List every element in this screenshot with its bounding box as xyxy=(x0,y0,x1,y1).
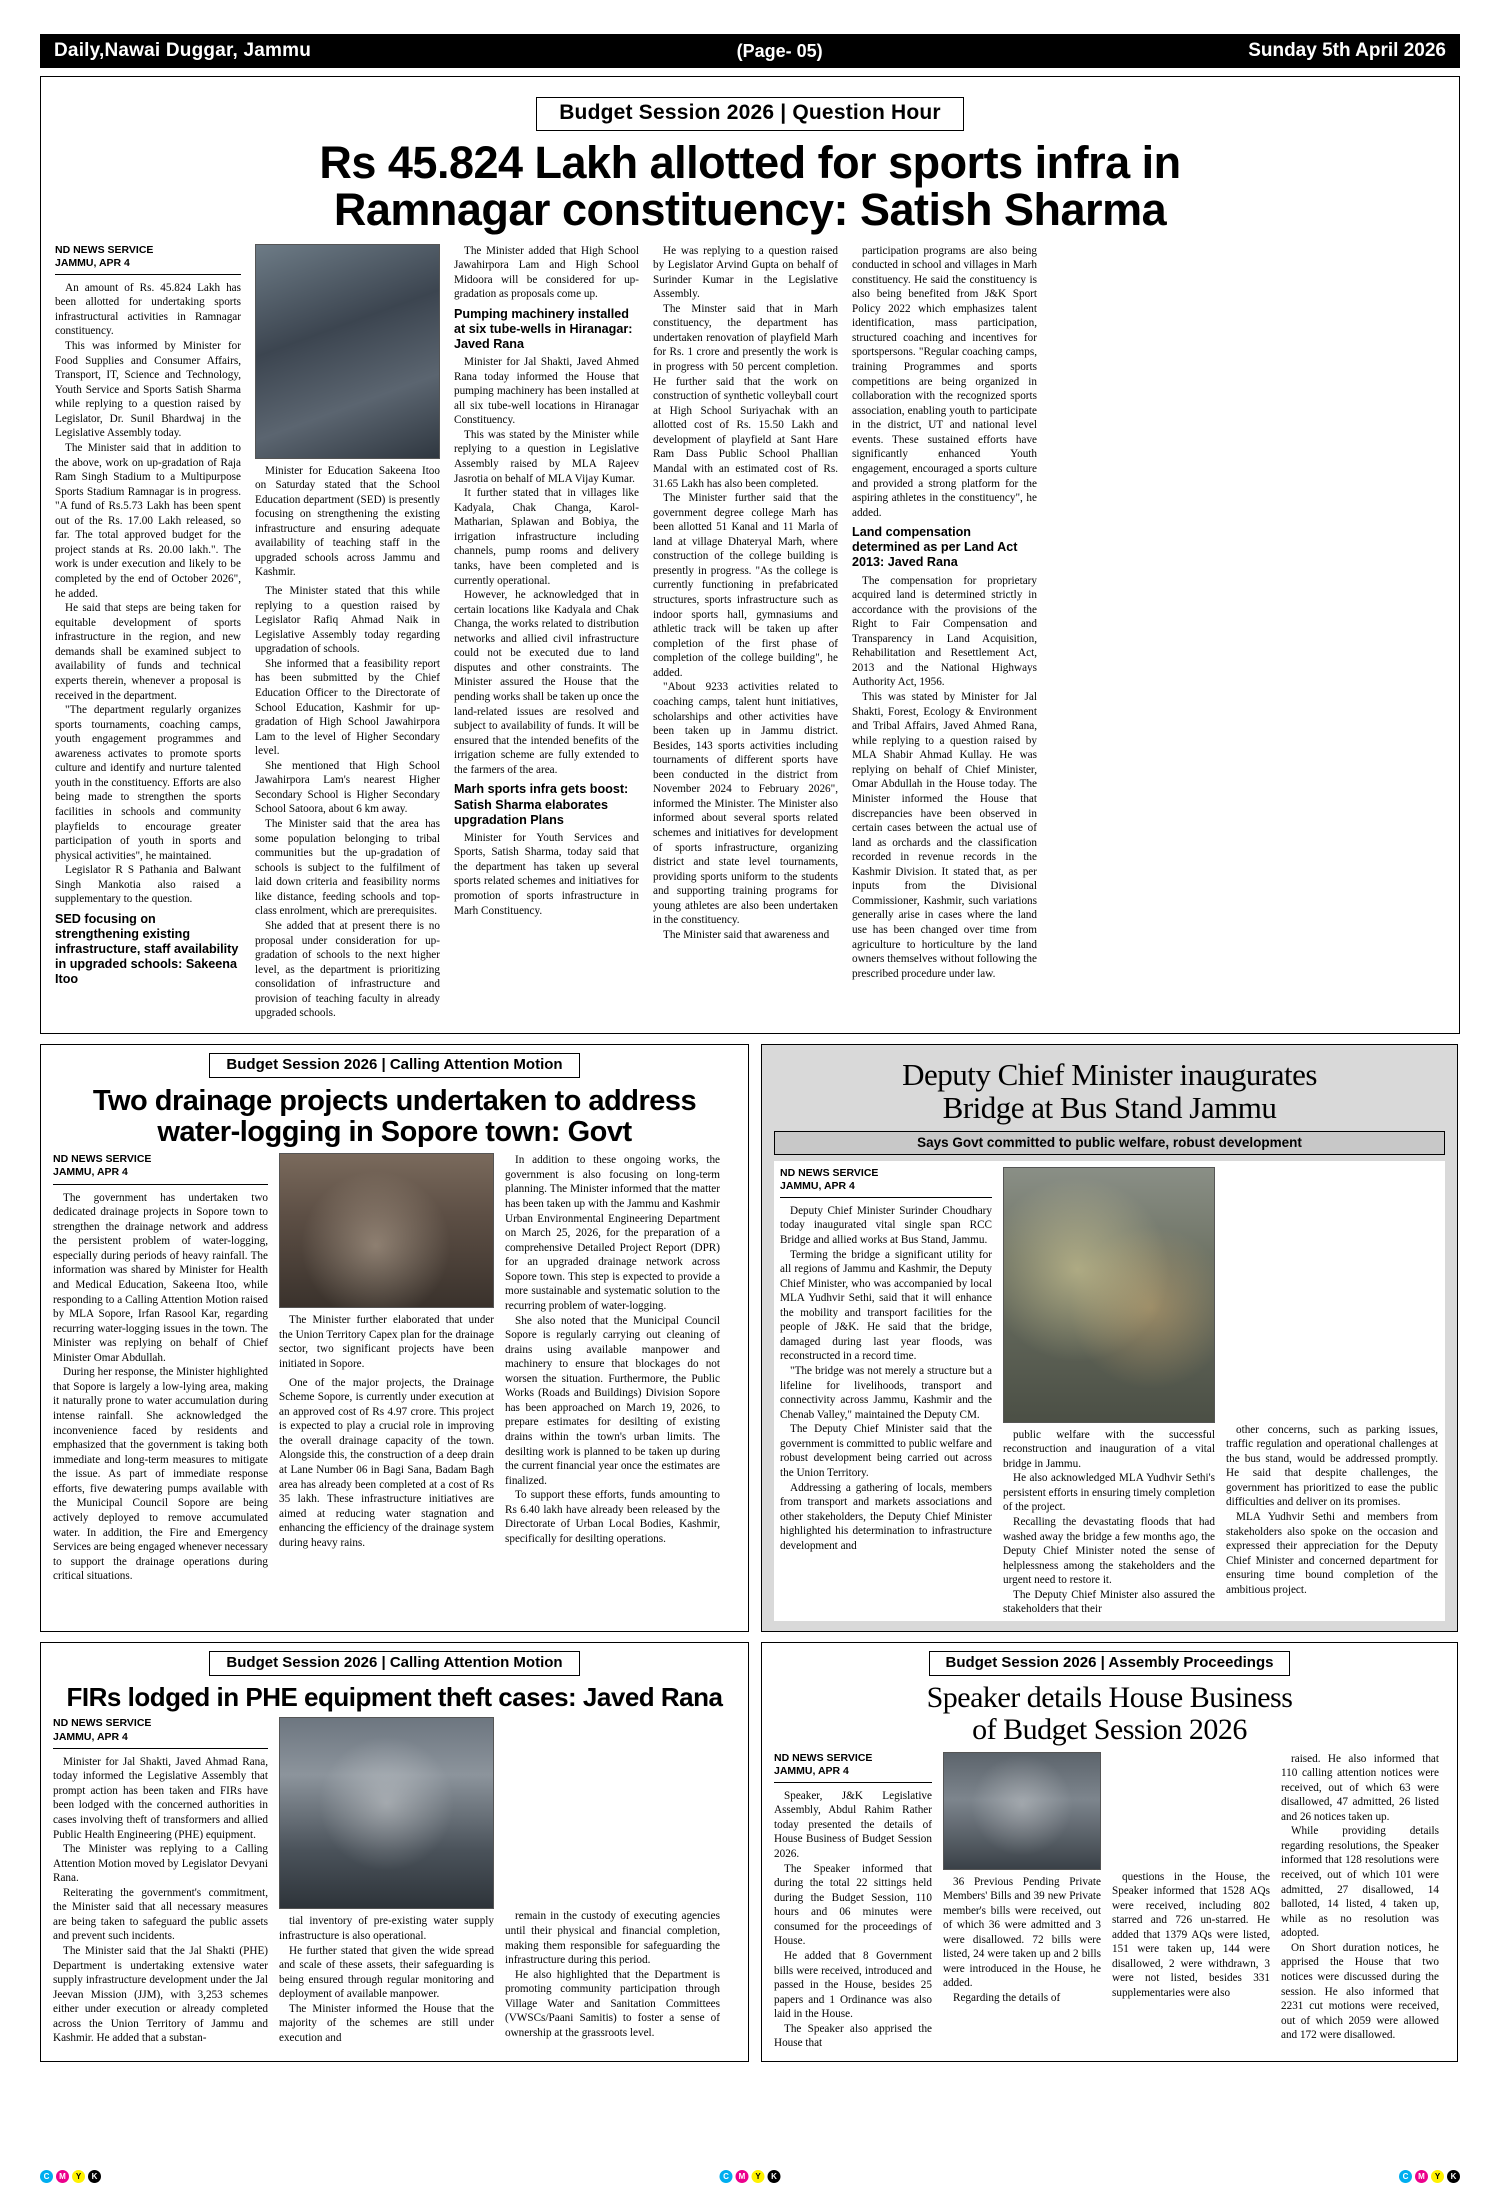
speaker-headline-line-2: of Budget Session 2026 xyxy=(972,1712,1247,1746)
cmyk-m: M xyxy=(736,2170,749,2183)
firs-kicker-wrap xyxy=(53,1651,736,1676)
sopore-byline-rule xyxy=(53,1184,268,1185)
sopore-headline-line-2: water-logging in Sopore town: Govt xyxy=(157,1115,632,1148)
sopore-byline-service: ND NEWS SERVICE xyxy=(53,1153,152,1166)
dycm-col2-text: public welfare with the successful reconstruction and inauguration of a vital bridge in Jammu. He also acknowledged MLA Yudhvir Sethi's persistent efforts in ensuring timely completion of the project. Recalling the devastating floods that had washed away the bridge a few months ago, the Deputy Chief Minister noted the sense of helplessness among the stakeholders and the urgent need to restore it. The Deputy Chief Minister also assured the stakeholders that their xyxy=(1003,1428,1216,1616)
mid-section xyxy=(40,1044,1460,1632)
lead-byline-rule xyxy=(55,274,241,275)
speaker-columns xyxy=(774,1752,1445,2051)
lead-column-5 xyxy=(852,244,1037,1021)
dycm-headline xyxy=(774,1056,1445,1125)
speaker-byline-dateline: JAMMU, APR 4 xyxy=(774,1764,849,1777)
lead-col3-subhead: Pumping machinery installed at six tube-wells in Hiranagar: Javed Rana xyxy=(454,306,633,351)
speaker-kicker: Budget Session 2026 | Assembly Proceedings xyxy=(929,1651,1291,1676)
speaker-headline xyxy=(774,1682,1445,1746)
firs-column-2 xyxy=(279,1717,494,2046)
lead-headline xyxy=(55,139,1445,234)
lead-col1-text: An amount of Rs. 45.824 Lakh has been allotted for undertaking sports infrastructural activities in Ramnagar constituency. This was informed by Minister for Food Supplies and Consumer Affairs, Transport, IT, Science and Technology, Youth Service and Sports Satish Sharma while replying to a question raised by Legislator, Dr. Sunil Bhardwaj in the Legislative Assembly today. The Minister said that in addition to the above, work on up-gradation of Raja Ram Singh Stadium to a Multipurpose Sports Stadium Ramnagar is in progress. "A fund of Rs.5.73 Lakh has been spent out of the Rs. 17.00 Lakh released, so far. The total approved budget for the project stands at Rs. 20.00 lakh.". The work is under execution and likely to be completed by the end of October 2026", he added. He said that steps are being taken for equitable development of sports infrastructure in the region, and new demands shall be examined subject to availability of funds and technical experts therein, whenever a proposal is received in the department. "The department regularly organizes sports tournaments, coaching camps, youth engagement programmes and awareness activates to promote sports culture and identify and nurture talented youth in the constituency. Efforts are also being made to strengthen the sports facilities in schools and community playfields to encourage greater participation of youth in sports and physical activities", he maintained. Legislator R S Pathania and Balwant Singh Mankotia also raised a supplementary to the question. SED focusing on strengthening existing infrastructure, staff availability in upgraded schools: Sakeena Itoo xyxy=(55,281,241,987)
lead-column-3 xyxy=(454,244,639,1021)
sopore-column-2 xyxy=(279,1153,494,1583)
sopore-column-1 xyxy=(53,1153,268,1583)
sopore-photo-minister xyxy=(279,1153,494,1308)
dycm-headline-line-1: Deputy Chief Minister inaugurates xyxy=(902,1056,1317,1092)
dycm-col3-text: other concerns, such as parking issues, traffic regulation and operational challenges at the bus stand, would be addressed promptly. He said that despite challenges, the government has prioritized to ease the public difficulties and deliver on its promises. MLA Yudhvir Sethi and members from stakeholders also spoke on the occasion and expressed their appreciation for the Deputy Chief Minister and concerned department for ensuring time bound completion of the ambitious project. xyxy=(1226,1423,1438,1596)
speaker-kicker-wrap xyxy=(774,1651,1445,1676)
lead-photo-caption: Minister for Education Sakeena Itoo on Saturday stated that the School Education department (SED) is presently focusing on strengthening the existing infrastructure and ensuring adequate availability of teaching staff in the upgraded schools across Jammu and Kashmir. xyxy=(255,464,440,579)
dycm-headline-line-2: Bridge at Bus Stand Jammu xyxy=(942,1089,1277,1125)
firs-col3-text: remain in the custody of executing agencies until their physical and financial completion, making them responsible for safeguarding the infrastructure during this period. He also highlighted that the Department is promoting community participation through Village Water and Sanitation Committees (VWSCs/Paani Samitis) to foster a sense of ownership at the grassroots level. xyxy=(505,1910,720,2039)
cmyk-k: K xyxy=(88,2170,101,2183)
lead-headline-line-2: Ramnagar constituency: Satish Sharma xyxy=(333,184,1167,236)
sopore-kicker-wrap xyxy=(53,1053,736,1078)
cmyk-marks-left xyxy=(40,2170,101,2183)
dycm-byline xyxy=(780,1167,992,1193)
sopore-column-3 xyxy=(505,1153,720,1583)
dycm-byline-service: ND NEWS SERVICE xyxy=(780,1166,879,1179)
sopore-col1-text: The government has undertaken two dedicated drainage projects in Sopore town to strengthen the drainage network and address the persistent problem of water-logging, especially during periods of heavy rainfall. The information was shared by Minister for Health and Medical Education, Sakeena Itoo, while responding to a Calling Attention Motion raised by MLA Sopore, Irfan Rasool Kar, regarding recurring water-logging issues in the town. The Minister was replying on behalf of Chief Minister Omar Abdullah. During her response, the Minister highlighted that Sopore is largely a low-lying area, making it naturally prone to water accumulation during intense rainfall. She acknowledged the inconvenience faced by residents and emphasized that the government is taking both immediate and long-term measures to mitigate the issue. As part of immediate response efforts, five dewatering pumps available with the Municipal Council Sopore are being actively deployed to remove accumulated water. In addition, the Fire and Emergency Services are being engaged whenever necessary to support the drainage operations during critical situations. xyxy=(53,1191,268,1583)
sopore-headline xyxy=(53,1086,736,1147)
bottom-section xyxy=(40,1642,1460,2062)
dycm-columns xyxy=(774,1161,1445,1621)
sopore-headline-line-1: Two drainage projects undertaken to address xyxy=(92,1084,697,1117)
sopore-photo-caption: The Minister further elaborated that under the Union Territory Capex plan for the drainage sector, two significant projects have been initiated in Sopore. xyxy=(279,1314,494,1371)
sopore-col2-text: One of the major projects, the Drainage Scheme Sopore, is currently under execution at an approved cost of Rs 4.97 crore. This project is expected to play a crucial role in improving the overall drainage capacity of the town. Alongside this, the construction of a deep drain at Lane Number 06 in Bagi Sana, Badam Bagh area has already been completed at a cost of Rs 35 lakh. These infrastructure initiatives are aimed at reducing water stagnation and enhancing the efficiency of the drainage system during heavy rains. xyxy=(279,1376,494,1549)
masthead-publication: Daily,Nawai Duggar, Jammu xyxy=(40,34,325,68)
speaker-story xyxy=(761,1642,1458,2062)
lead-col1-subhead: SED focusing on strengthening existing infrastructure, staff availability in upgraded schools: Sakeena Itoo xyxy=(55,911,239,987)
firs-photo-assembly-floor xyxy=(279,1717,494,1909)
firs-col2-text: tial inventory of pre-existing water supply infrastructure is also operational. He further stated that given the wide spread and scale of these assets, their safeguarding is being ensured through regular monitoring and deployment of available manpower. The Minister informed the House that the majority of the schemes are still under execution and xyxy=(279,1915,494,2044)
lead-col5-subhead: Land compensation determined as per Land Act 2013: Javed Rana xyxy=(852,525,1018,570)
lead-byline-dateline: JAMMU, APR 4 xyxy=(55,256,130,269)
speaker-column-4 xyxy=(1281,1752,1439,2051)
cmyk-c: C xyxy=(40,2170,53,2183)
firs-story xyxy=(40,1642,749,2062)
lead-col5-text: participation programs are also being conducted in school and villages in Marh constituency. He said the constituency is also being benefited from J&K Sport Policy 2022 which emphasizes talent identification, mass participation, structured coaching and incentives for sportspersons. "Regular coaching camps, training Programmes and sports competitions are being organized in collaboration with the recognized sports association, enabling youth to participate in the district, UT and national level events. These sustained efforts have significantly enhanced Youth engagement, encouraged a sports culture and provided a strong platform for the aspiring athletes in the constituency", he added. Land compensation determined as per Land Act 2013: Javed Rana The compensation for proprietary acquired land is determined strictly in accordance with the provisions of the Right to Fair Compensation and Transparency in Land Acquisition, Rehabilitation and Resettlement Act, 2013 and the National Highways Authority Act, 1956. This was stated by Minister for Jal Shakti, Forest, Ecology & Environment and Tribal Affairs, Javed Ahmed Rana, while replying to a question raised by MLA Shabir Ahmad Kullay. He was replying on behalf of Chief Minister, Omar Abdullah in the House today. The Minister informed the House that discrepancies have been observed in certain cases between the actual use of land as orchards and the classification recorded in revenue records in the Kashmir Division. It stated that, as per inputs from the Divisional Commissioner, Kashmir, such variations generally arise in cases where the land use has been changed over time from agriculture to horticulture by the land owners themselves without following the prescribed procedure under law. xyxy=(852,244,1037,980)
lead-photo-assembly xyxy=(255,244,440,459)
lead-column-1 xyxy=(55,244,241,1021)
firs-kicker: Budget Session 2026 | Calling Attention Motion xyxy=(209,1651,579,1676)
speaker-column-1 xyxy=(774,1752,932,2051)
cmyk-k: K xyxy=(1447,2170,1460,2183)
firs-byline xyxy=(53,1717,268,1743)
lead-byline-service: ND NEWS SERVICE xyxy=(55,243,154,256)
lead-byline xyxy=(55,244,241,270)
firs-byline-service: ND NEWS SERVICE xyxy=(53,1717,152,1730)
lead-kicker: Budget Session 2026 | Question Hour xyxy=(536,97,964,131)
dycm-photo-inauguration xyxy=(1003,1167,1215,1423)
speaker-col2-text: 36 Previous Pending Private Members' Bills and 39 new Private member's bills were received, out of which 36 were admitted and 3 were disallowed. 72 bills were listed, 24 were taken up and 2 bills were introduced in the House, he added. Regarding the details of xyxy=(943,1875,1101,2004)
cmyk-marks-center xyxy=(720,2170,781,2183)
firs-headline: FIRs lodged in PHE equipment theft cases: Javed Rana xyxy=(66,1681,723,1712)
speaker-byline-rule xyxy=(774,1782,932,1783)
speaker-column-2 xyxy=(943,1752,1101,2051)
sopore-col3-text: In addition to these ongoing works, the government is also focusing on long-term planning. The Minister informed that the matter has been taken up with the Jammu and Kashmir Urban Environmental Engineering Department on March 25, 2026, for the preparation of a comprehensive Detailed Project Report (DPR) for an upgraded drainage network across Sopore town. This step is expected to provide a more sustainable and systematic solution to the recurring problem of water-logging. She also noted that the Municipal Council Sopore is regularly carrying out cleaning of drains using available manpower and machinery to ensure that blockages do not worsen the situation. Furthermore, the Public Works (Roads and Buildings) Division Sopore has been approached on March 19, 2026, to prepare estimates for desilting of existing drains within the town's urban limits. The desilting work is planned to be taken up during the current financial year once the estimates are finalized. To support these efforts, funds amounting to Rs 6.40 lakh have already been released by the Directorate of Urban Local Bodies, Kashmir, specifically for desilting operations. xyxy=(505,1154,720,1545)
cmyk-y: Y xyxy=(72,2170,85,2183)
dycm-column-2 xyxy=(1003,1167,1215,1617)
masthead-date: Sunday 5th April 2026 xyxy=(1234,34,1460,68)
dycm-byline-dateline: JAMMU, APR 4 xyxy=(780,1179,855,1192)
cmyk-y: Y xyxy=(1431,2170,1444,2183)
firs-columns xyxy=(53,1717,736,2046)
sopore-story xyxy=(40,1044,749,1632)
lead-column-4 xyxy=(653,244,838,1021)
masthead xyxy=(40,34,1460,68)
firs-col1-text: Minister for Jal Shakti, Javed Ahmad Rana, today informed the Legislative Assembly that prompt action has been taken and FIRs have been lodged with the concerned authorities in cases involving theft of transformers and allied Public Health Engineering (PHE) equipment. The Minister was replying to a Calling Attention Motion moved by Legislator Devyani Rana. Reiterating the government's commitment, the Minister said that all necessary measures are being taken to safeguard the public assets and prevent such incidents. The Minister said that the Jal Shakti (PHE) Department is undertaking extensive water supply infrastructure development under the Jal Jeevan Mission (JJM), with 3,253 schemes either under execution or already completed across the Union Territory of Jammu and Kashmir. He added that a substan- xyxy=(53,1755,268,2045)
cmyk-k: K xyxy=(768,2170,781,2183)
lead-headline-line-1: Rs 45.824 Lakh allotted for sports infra in xyxy=(319,137,1181,188)
masthead-page-number: (Page- 05) xyxy=(325,34,1234,68)
sopore-columns xyxy=(53,1153,736,1583)
firs-column-1 xyxy=(53,1717,268,2046)
firs-byline-dateline: JAMMU, APR 4 xyxy=(53,1730,128,1743)
lead-col4-text: He was replying to a question raised by Legislator Arvind Gupta on behalf of Surinder Kumar in the Legislative Assembly. The Minster said that in Marh constituency, the department has undertaken renovation of playfield Marh for Rs. 1 crore and presently the work is in progress with 50 percent completion. He further said that the work on construction of synthetic volleyball court at High School Suriyachak with an allotted cost of Rs. 15.50 Lakh and development of playfield at Sant Hare Ram Dass Public School Phallian Mandal with an estimated cost of Rs. 31.65 Lakh has also been completed. The Minister further said that the government degree college Marh has been allotted 51 Kanal and 11 Marla of land at village Dhateryal Marh, where construction of the college building is presently in progress. "As the college is currently functioning in prefabricated structures, sports infrastructure such as indoor sports hall, gymnasiums and athletic track will be taken up after completion of the first phase of completion of the college building", he added. "About 9233 activities related to coaching camps, talent hunt initiatives, scholarships and other activities have been taken up in Jammu district. Besides, 143 sports activities including tournaments of different sports have been conducted in the district from November 2024 to February 2026", informed the Minister. The Minister also informed about several sports related schemes and initiatives for development of sports infrastructure, organizing district and state level tournaments, providing sports uniform to the students and supporting training programs for young athletes are also been undertaken in the constituency. The Minister said that awareness and xyxy=(653,244,838,941)
dycm-column-3 xyxy=(1226,1167,1438,1617)
lead-col3-text: The Minister added that High School Jawahirpora Lam and High School Midoora will be considered for up-gradation as proposals come up. Pumping machinery installed at six tube-wells in Hiranagar: Javed Rana Minister for Jal Shakti, Javed Ahmed Rana today informed the House that pumping machinery has been installed at all six tube-well locations in Hiranagar Constituency. This was stated by the Minister while replying to a question in Legislative Assembly raised by MLA Rajeev Jasrotia on behalf of MLA Vijay Kumar. It further stated that in villages like Kadyala, Chak Changa, Karol- Matharian, Splawan and Bobiya, the irrigation infrastructure including channels, pump rooms and delivery tanks, have been completed and is currently operational. However, he acknowledged that in certain locations like Kadyala and Chak Changa, the works related to distribution networks and allied civil infrastructure could not be executed due to land disputes and other constraints. The Minister assured the House that the pending works shall be taken up once the land-related issues are resolved and subject to availability of funds. It will be ensured that the intended benefits of the irrigation scheme are fully extended to the farmers of the area. Marh sports infra gets boost: Satish Sharma elaborates upgradation Plans Minister for Youth Services and Sports, Satish Sharma, today said that the department has taken up several sports related schemes and initiatives for promotion of sports infrastructure in Marh Constituency. xyxy=(454,244,639,917)
speaker-byline xyxy=(774,1752,932,1778)
lead-columns xyxy=(55,244,1445,1021)
firs-column-3 xyxy=(505,1717,720,2046)
lead-col2-text: The Minister stated that this while replying to a question raised by Legislator Rafiq Ahmad Naik in Legislative Assembly today regarding upgradation of schools. She informed that a feasibility report has been submitted by the Chief Education Officer to the Directorate of School Education, Kashmir for up-gradation of High School Jawahirpora Lam to the level of Higher Secondary level. She mentioned that High School Jawahirpora Lam's nearest Higher Secondary School is Higher Secondary School Satoora, about 6 km away. The Minister said that the area has some population belonging to tribal communities but the up-gradation of schools is subject to the fulfilment of laid down criteria and feasibility norms like distance, feeding schools and top-class enrolment, which are prerequisites. She added that at present there is no proposal under consideration for up-gradation of schools to the next higher level, as the department is prioritizing consolidation of infrastructure and provision of teaching faculty in already upgraded schools. xyxy=(255,585,440,1020)
sopore-byline-dateline: JAMMU, APR 4 xyxy=(53,1166,128,1179)
speaker-col4-text: raised. He also informed that 110 calling attention notices were received, out of which 63 were disallowed, 47 admitted, 26 listed and 26 notices taken up. While providing details regarding resolutions, the Speaker informed that 128 resolutions were received, out of which 101 were admitted, 27 disallowed, 14 balloted, 14 listed, 4 taken up, while as no resolution was adopted. On Short duration notices, he apprised the House that two notices were discussed during the session. He also informed that 2231 cut motions were received, out of which 2059 were allowed and 172 were disallowed. xyxy=(1281,1752,1439,2042)
sopore-byline xyxy=(53,1153,268,1179)
cmyk-c: C xyxy=(720,2170,733,2183)
speaker-col1-text: Speaker, J&K Legislative Assembly, Abdul Rahim Rather today presented the details of House Business of Budget Session 2026. The Speaker informed that during the total 22 sittings held during the Budget Session, 110 hours and 06 minutes were consumed for the proceedings of House. He added that 8 Government bills were received, introduced and passed in the House, besides 25 papers and 1 Ordinance was also laid in the House. The Speaker also apprised the House that xyxy=(774,1789,932,2050)
cmyk-marks-right xyxy=(1399,2170,1460,2183)
speaker-byline-service: ND NEWS SERVICE xyxy=(774,1751,873,1764)
lead-column-2 xyxy=(255,244,440,1021)
footer-registration xyxy=(40,2170,1460,2186)
dycm-column-1 xyxy=(780,1167,992,1617)
lead-col3-subhead-2: Marh sports infra gets boost: Satish Sharma elaborates upgradation Plans xyxy=(454,782,629,827)
dycm-col1-text: Deputy Chief Minister Surinder Choudhary today inaugurated vital single span RCC Bridge and allied works at Bus Stand, Jammu. Terming the bridge a significant utility for all regions of Jammu and Kashmir, the Deputy Chief Minister, who was accompanied by local MLA Yudhvir Sethi, said that it will enhance the mobility and transport facilities for the people of J&K. He said that the bridge, damaged during last year floods, was reconstructed in a record time. "The bridge was not merely a structure but a lifeline for livelihoods, transport and connectivity across Jammu, Kashmir and the Chenab Valley," maintained the Deputy CM. The Deputy Chief Minister said that the government is committed to public welfare and robust development being carried out across the Union Territory. Addressing a gathering of locals, members from transport and markets associations and other stakeholders, the Deputy Chief Minister highlighted his determination to infrastructure development and xyxy=(780,1204,992,1552)
dycm-byline-rule xyxy=(780,1197,992,1198)
speaker-photo-portrait xyxy=(943,1752,1101,1870)
speaker-col3-text: questions in the House, the Speaker informed that 1528 AQs were received, including 802 starred and 726 un-starred. He added that 1379 AQs were listed, 151 were taken up, 144 were disallowed, 2 were withdrawn, 3 were not listed, besides 331 supplementaries were also xyxy=(1112,1870,1270,1999)
lead-story xyxy=(40,76,1460,1034)
dycm-deck: Says Govt committed to public welfare, robust development xyxy=(774,1131,1445,1155)
firs-byline-rule xyxy=(53,1748,268,1749)
speaker-column-3 xyxy=(1112,1752,1270,2051)
lead-kicker-wrap xyxy=(55,97,1445,131)
dycm-story xyxy=(761,1044,1458,1632)
sopore-kicker: Budget Session 2026 | Calling Attention Motion xyxy=(209,1053,579,1078)
cmyk-c: C xyxy=(1399,2170,1412,2183)
cmyk-m: M xyxy=(1415,2170,1428,2183)
speaker-headline-line-1: Speaker details House Business xyxy=(926,1680,1293,1714)
cmyk-y: Y xyxy=(752,2170,765,2183)
cmyk-m: M xyxy=(56,2170,69,2183)
